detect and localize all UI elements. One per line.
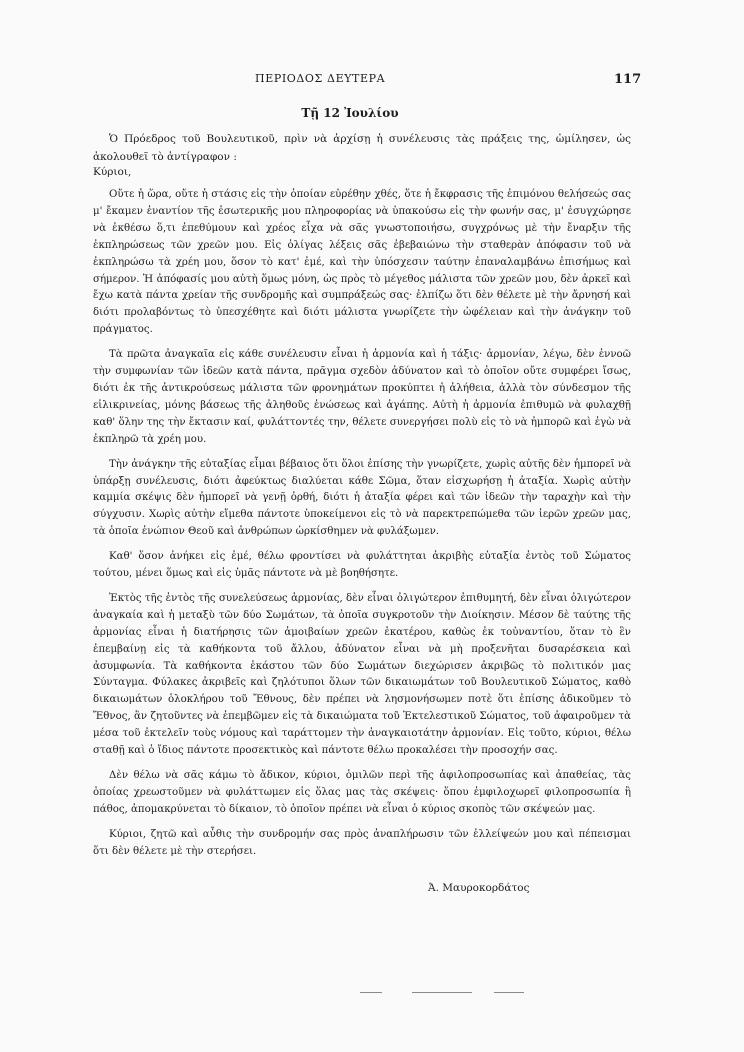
scan-artifact-rule bbox=[412, 992, 472, 993]
page-number: 117 bbox=[614, 72, 642, 87]
date-heading: Τῇ 12 Ἰουλίου bbox=[301, 106, 399, 120]
paragraph-3: Τὴν ἀνάγκην τῆς εὐταξίας εἶμαι βέβαιος ὅτι ὅλοι ἐπίσης τὴν γνωρίζετε, χωρὶς αὐτῆς δὲν ἠμπορεῖ νὰ ὑπάρξῃ συνέλευσις, διότι ἀφεύκτως διαλύεται κάθε Σῶμα, ὅταν εἰσχωρήσῃ ἡ ἀταξία. Χωρὶς αὐτὴν καμμία σκέψις δὲν ἠμπορεῖ νὰ γενῇ ὀρθή, διότι ἡ ἀταξία φέρει καὶ τῶν ἰδεῶν τὴν ταραχὴν καὶ τὴν σύγχυσιν. Χωρὶς αὐτὴν εἴμεθα πάντοτε ὑποκείμενοι εἰς τὸ νὰ παρεκτρεπώμεθα τῶν ἱερῶν χρεῶν μας, τὰ ὁποῖα ἐνώπιον Θεοῦ καὶ ἀνθρώπων ὡρκίσθημεν νὰ φυλάξωμεν. bbox=[93, 458, 631, 538]
scan-artifact-rule bbox=[360, 992, 382, 993]
paragraph-2: Τὰ πρῶτα ἀναγκαῖα εἰς κάθε συνέλευσιν εἶναι ἡ ἁρμονία καὶ ἡ τάξις· ἁρμονίαν, λέγω, δὲν ἐννοῶ τὴν συμφωνίαν τῶν ἰδεῶν κατὰ πάντα, πρᾶγμα σχεδὸν ἀδύνατον καὶ τὸ ὁποῖον οὔτε συμφέρει ἴσως, διότι ἐκ τῆς ἀντικρούσεως μάλιστα τῶν φρονημάτων προκύπτει ἡ ἀλήθεια, ἀλλὰ τὸν σύνδεσμον τῆς εἰλικρινείας, μόνης βάσεως τῆς ἀληθοῦς ἑνώσεως καὶ ἀγάπης. Αὐτὴ ἡ ἁρμονία ἐπιθυμῶ νὰ φυλαχθῇ καθ' ὅλην της τὴν ἔκτασιν καί, φυλάττοντές την, θέλετε συνεργήσει πολὺ εἰς τὸ νὰ ἠμπορῶ καὶ ἐγὼ νὰ ἐκπληρῶ τὰ χρέη μου. bbox=[93, 349, 631, 445]
intro-paragraph: Ὁ Πρόεδρος τοῦ Βουλευτικοῦ, πρὶν νὰ ἀρχίσῃ ἡ συνέλευσις τὰς πράξεις της, ὡμίλησεν, ὡς ἀκολουθεῖ τὸ ἀντίγραφον : bbox=[93, 133, 631, 163]
paragraph-7: Κύριοι, ζητῶ καὶ αὖθις τὴν συνδρομήν σας πρὸς ἀναπλήρωσιν τῶν ἐλλείψεών μου καὶ πέπεισμαι ὅτι δὲν θέλετε μὲ τὴν στερήσει. bbox=[93, 828, 631, 857]
paragraph-1: Οὔτε ἡ ὥρα, οὔτε ἡ στάσις εἰς τὴν ὁποίαν εὑρέθην χθές, ὅτε ἡ ἔκφρασις τῆς ἐπιμόνου θελήσεώς σας μ' ἔκαμεν ἐναντίον τῆς ἐσωτερικῆς μου πληροφορίας νὰ ὑπακούσω εἰς τὴν φωνήν σας, μ' ἐσυγχώρησε νὰ ἐκθέσω ὅ,τι ἐπεθύμουν καὶ χρέος εἶχα νὰ σᾶς γνωστοποιήσω, συγχρόνως μὲ τὴν ἔναρξιν τῆς ἐκπληρώσεως τῶν χρεῶν μου. Εἰς ὀλίγας λέξεις σᾶς ἐβεβαιώνω τὴν σταθερὰν ἀπόφασιν τοῦ νὰ ἐκπληρώσω τὰ χρέη μου, ὅσον τὸ κατ' ἐμέ, καὶ τὴν ὑπόσχεσιν ταύτην ἐπαναλαμβάνω ἐπισήμως καὶ σήμερον. Ἡ ἀπόφασίς μου αὐτὴ ὅμως μόνη, ὡς πρὸς τὸ μέγεθος μάλιστα τῶν χρεῶν μου, δὲν ἀρκεῖ καὶ ἔχω κατὰ πάντα χρείαν τῆς συνδρομῆς καὶ συμπράξεώς σας· ἐλπίζω ὅτι δὲν θέλετε μὲ τὴν ἄρνησή καὶ διότι προλαβόντως τὸ ὑπεσχέθητε καὶ διότι μάλιστα γνωρίζετε τὴν ὠφέλειαν καὶ τὴν ἀνάγκην τοῦ πράγματος. bbox=[93, 189, 631, 336]
signature: Ἀ. Μαυροκορδάτος bbox=[428, 882, 530, 894]
scan-artifact-rule bbox=[494, 992, 524, 993]
salutation: Κύριοι, bbox=[93, 166, 132, 178]
running-title: ΠΕΡΙΟΔΟΣ ΔΕΥΤΕΡΑ bbox=[255, 72, 386, 85]
paragraph-6: Δὲν θέλω νὰ σᾶς κάμω τὸ ἄδικον, κύριοι, ὁμιλῶν περὶ τῆς ἀφιλοπροσωπίας καὶ ἀπαθείας, τὰς ὁποίας χρεωστοῦμεν νὰ φυλάττωμεν εἰς ὅλας μας τὰς σκέψεις· ὅπου ἐμφιλοχωρεῖ φιλοπροσωπία ἢ πάθος, ἀπομακρύνεται τὸ δίκαιον, τὸ ὁποῖον πρέπει νὰ εἶναι ὁ κύριος σκοπὸς τῶν σκέψεών μας. bbox=[93, 770, 631, 815]
paragraph-5: Ἐκτὸς τῆς ἐντὸς τῆς συνελεύσεως ἁρμονίας, δὲν εἶναι ὀλιγώτερον ἐπιθυμητή, δὲν εἶναι ὀλιγώτερον ἀναγκαία καὶ ἡ μεταξὺ τῶν δύο Σωμάτων, τὰ ὁποῖα συγκροτοῦν τὴν Διοίκησιν. Μέσον δὲ ταύτης τῆς ἁρμονίας εἶναι ἡ διατήρησις τῶν ἀμοιβαίων χρεῶν ἑκατέρου, καθὼς ἐκ τοὐναντίου, ὅταν τὸ ἓν ἐπεμβαίνῃ εἰς τὰ καθήκοντα τοῦ ἄλλου, ἀδύνατον εἶναι νὰ μὴ προξενῆται δυσαρέσκεια καὶ ἀσυμφωνία. Τὰ καθήκοντα ἑκάστου τῶν δύο Σωμάτων διεχώρισεν ἀκριβῶς τὸ πολιτικόν μας Σύνταγμα. Φύλακες ἀκριβεῖς καὶ ζηλότυποι ὅλων τῶν δικαιωμάτων τοῦ Βουλευτικοῦ Σώματος, καθὸ δικαιωμάτων ὁλοκλήρου τοῦ Ἔθνους, δὲν πρέπει νὰ λησμονήσωμεν ποτὲ ὅτι ἐπίσης ἀδικοῦμεν τὸ Ἔθνος, ἂν ζητοῦντες νὰ ἐπεμβῶμεν εἰς τὰ δικαιώματα τοῦ Ἐκτελεστικοῦ Σώματος, τοῦ ἀφαιροῦμεν τὰ μέσα τοῦ ἐκτελεῖν τοὺς νόμους καὶ ταράττομεν τὴν ἀναγκαιοτάτην ἁρμονίαν. Εἰς τοῦτο, κύριοι, θέλω σταθῇ καὶ ὁ ἴδιος πάντοτε προσεκτικὸς καὶ πάντοτε θέλω προκαλέσει τὴν προσοχήν σας. bbox=[93, 592, 631, 757]
paragraph-4: Καθ' ὅσον ἀνήκει εἰς ἐμέ, θέλω φροντίσει νὰ φυλάττηται ἀκριβὴς εὐταξία ἐντὸς τοῦ Σώματος τούτου, μένει ὅμως καὶ εἰς ὑμᾶς πάντοτε νὰ μὲ βοηθήσητε. bbox=[93, 551, 631, 580]
speech-body bbox=[93, 187, 631, 869]
